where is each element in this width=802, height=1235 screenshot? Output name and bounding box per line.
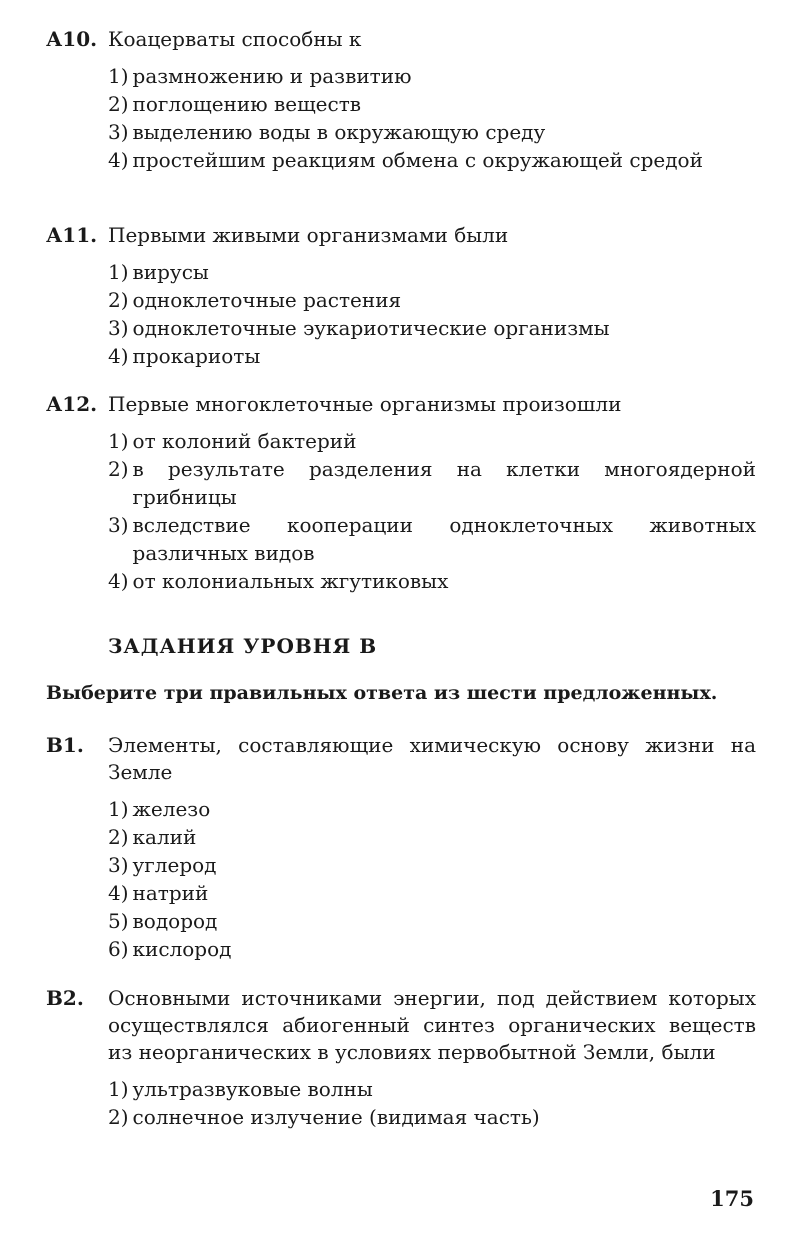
section-instruction: Выберите три правильных ответа из шести предложенных.: [46, 682, 718, 704]
option-text: калий: [132, 825, 197, 849]
option-text: прокариоты: [132, 344, 261, 368]
option-text: поглощению веществ: [132, 92, 362, 116]
option-text: от колоний бактерий: [132, 429, 357, 453]
option-text: размножению и развитию: [132, 64, 412, 88]
option-number: 2): [108, 825, 129, 849]
question-a12: [46, 391, 756, 595]
option-number: 4): [108, 569, 129, 593]
question-text: Первые многоклеточные организмы произошли: [108, 392, 622, 416]
option-text: водород: [132, 909, 218, 933]
question-number: В1.: [46, 733, 84, 757]
option-text: ультразвуковые волны: [132, 1077, 373, 1101]
answer-option: [108, 823, 756, 851]
question-b1: [46, 732, 756, 963]
option-number: 1): [108, 64, 129, 88]
answer-option: [108, 427, 756, 455]
answer-option: [108, 511, 756, 567]
question-text: Коацерваты способны к: [108, 27, 362, 51]
answer-options: [108, 258, 756, 370]
option-number: 2): [108, 288, 129, 312]
option-number: 4): [108, 344, 129, 368]
question-number: А10.: [46, 27, 98, 51]
answer-options: [108, 1075, 756, 1131]
question-text: Первыми живыми организмами были: [108, 223, 509, 247]
answer-option: [108, 879, 756, 907]
question-a11: [46, 222, 756, 370]
answer-option: [108, 146, 756, 174]
option-number: 4): [108, 881, 129, 905]
question-text: Элементы, составляющие химическую основу жизни на Земле: [108, 733, 756, 784]
section-title: ЗАДАНИЯ УРОВНЯ В: [108, 634, 378, 658]
answer-option: [108, 314, 756, 342]
option-number: 2): [108, 92, 129, 116]
page-number: 175: [710, 1186, 754, 1211]
answer-option: [108, 118, 756, 146]
option-text: простейшим реакциям обмена с окружающей средой: [132, 148, 703, 172]
option-number: 4): [108, 148, 129, 172]
answer-option: [108, 935, 756, 963]
option-text: вирусы: [132, 260, 209, 284]
question-a10: [46, 26, 756, 174]
question-number: А12.: [46, 392, 98, 416]
option-text: одноклеточные растения: [132, 288, 402, 312]
answer-option: [108, 567, 756, 595]
option-number: 3): [108, 513, 129, 537]
option-text: железо: [132, 797, 211, 821]
answer-option: [108, 258, 756, 286]
option-number: 6): [108, 937, 129, 961]
answer-option: [108, 851, 756, 879]
option-number: 1): [108, 260, 129, 284]
option-number: 2): [108, 457, 129, 481]
answer-options: [108, 795, 756, 963]
option-text: вследствие кооперации одноклеточных животных различных видов: [132, 513, 756, 565]
option-number: 3): [108, 120, 129, 144]
option-number: 1): [108, 1077, 129, 1101]
option-text: кислород: [132, 937, 232, 961]
question-number: А11.: [46, 223, 98, 247]
option-number: 5): [108, 909, 129, 933]
option-number: 3): [108, 316, 129, 340]
option-number: 2): [108, 1105, 129, 1129]
question-number: В2.: [46, 986, 84, 1010]
answer-option: [108, 455, 756, 511]
option-text: одноклеточные эукариотические организмы: [132, 316, 610, 340]
option-text: выделению воды в окружающую среду: [132, 120, 546, 144]
option-number: 1): [108, 797, 129, 821]
answer-option: [108, 342, 756, 370]
option-text: натрий: [132, 881, 209, 905]
option-text: в результате разделения на клетки многоядерной грибницы: [132, 457, 756, 509]
option-text: углерод: [132, 853, 217, 877]
answer-options: [108, 427, 756, 595]
question-b2: [46, 985, 756, 1131]
answer-option: [108, 286, 756, 314]
option-number: 3): [108, 853, 129, 877]
answer-options: [108, 62, 756, 174]
answer-option: [108, 90, 756, 118]
answer-option: [108, 795, 756, 823]
option-text: солнечное излучение (видимая часть): [132, 1105, 540, 1129]
question-text: Основными источниками энергии, под действием которых осуществлялся абиогенный синтез органических веществ из неорганических в условиях первобытной Земли, были: [108, 986, 756, 1064]
answer-option: [108, 907, 756, 935]
answer-option: [108, 62, 756, 90]
option-number: 1): [108, 429, 129, 453]
answer-option: [108, 1103, 756, 1131]
answer-option: [108, 1075, 756, 1103]
option-text: от колониальных жгутиковых: [132, 569, 449, 593]
